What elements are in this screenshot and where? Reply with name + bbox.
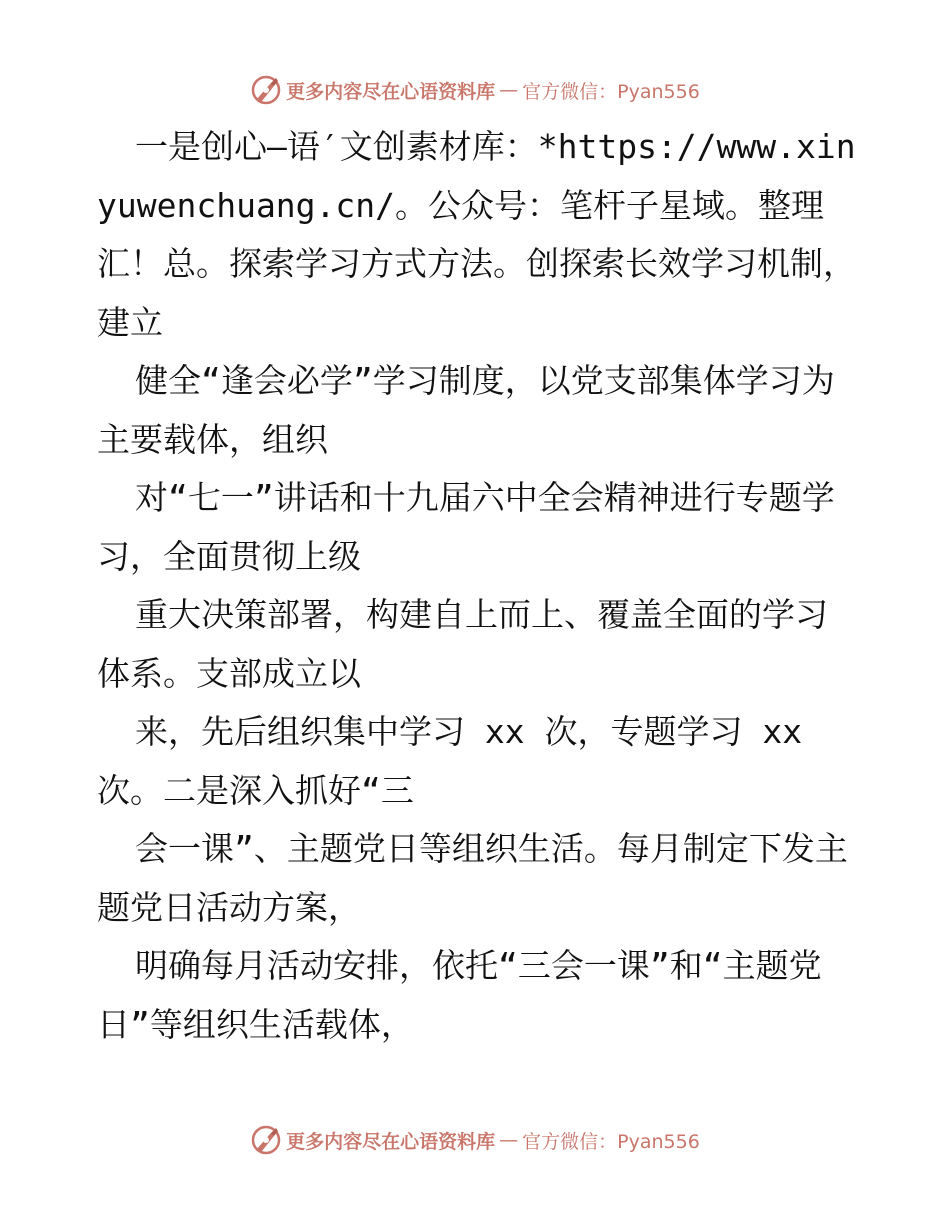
header-watermark <box>0 70 950 110</box>
paragraph: 会一课”、主题党日等组织生活。每月制定下发主题党日活动方案， <box>97 829 848 927</box>
paragraph: 一是创心—语′文创素材库：*https://www.xinyuwenchuang.cn/。公众号：笔杆子星域。整理汇！总。探索学习方式方法。创探索长效学习机制，建立 <box>97 127 856 342</box>
watermark-main-text: 更多内容尽在心语资料库 <box>286 1130 496 1153</box>
watermark-main-text: 更多内容尽在心语资料库 <box>286 80 496 103</box>
pen-logo-icon <box>250 1124 282 1156</box>
watermark-dash: — <box>499 1129 519 1151</box>
paragraph: 重大决策部署，构建自上而上、覆盖全面的学习体系。支部成立以 <box>97 595 828 693</box>
watermark-dash: — <box>499 79 519 101</box>
pen-logo-icon <box>250 74 282 106</box>
footer-watermark <box>0 1120 950 1160</box>
watermark-sub-text: 官方微信：Pyan556 <box>522 1130 700 1153</box>
paragraph: 明确每月活动安排，依托“三会一课”和“主题党日”等组织生活载体， <box>97 946 822 1044</box>
paragraph: 对“七一”讲话和十九届六中全会精神进行专题学习，全面贯彻上级 <box>97 478 835 576</box>
paragraph: 来，先后组织集中学习 xx 次，专题学习 xx 次。二是深入抓好“三 <box>97 712 803 810</box>
document-body <box>97 118 857 1054</box>
paragraph: 健全“逢会必学”学习制度，以党支部集体学习为主要载体，组织 <box>97 361 835 459</box>
watermark-sub-text: 官方微信：Pyan556 <box>522 80 700 103</box>
